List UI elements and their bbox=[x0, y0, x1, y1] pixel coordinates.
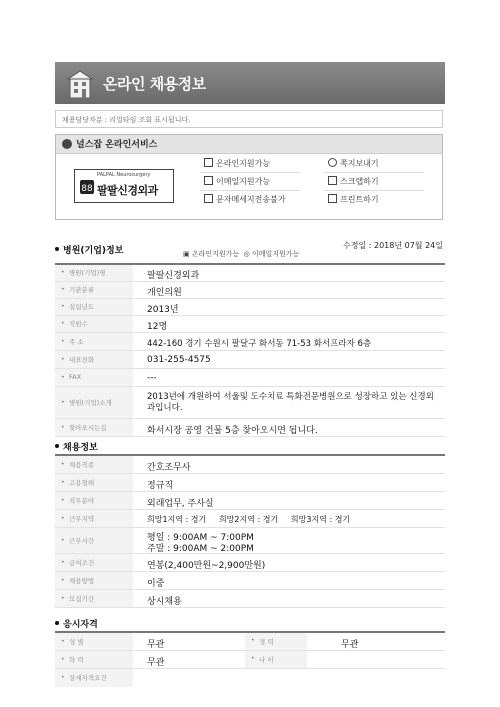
row-label: 채용직종 bbox=[69, 460, 95, 469]
notice-bar: 채용담당자분 : 리얼타임 조회 표시됩니다. bbox=[55, 110, 443, 128]
education-value: 무관 bbox=[147, 658, 165, 668]
table-row: • 성 별 무관 • 경 력 무관 bbox=[55, 633, 445, 651]
phone-icon bbox=[204, 194, 213, 203]
row-label: 경 력 bbox=[259, 638, 274, 646]
row-label: 근무지역 bbox=[69, 514, 95, 523]
bullet-icon bbox=[55, 621, 59, 625]
weekday-hours: 평일 : 9:00AM ~ 7:00PM bbox=[147, 533, 254, 543]
logo-mark-icon bbox=[79, 178, 95, 196]
bullet-icon bbox=[55, 247, 59, 251]
row-label: 모집기간 bbox=[69, 594, 95, 603]
row-label: 직원수 bbox=[69, 320, 88, 328]
table-row: • 기관분류 개인의원 bbox=[55, 282, 445, 299]
row-label: 기관분류 bbox=[69, 286, 95, 294]
row-label: 나 이 bbox=[259, 656, 274, 664]
page-title: 온라인 채용정보 bbox=[103, 75, 206, 93]
divider bbox=[324, 172, 424, 173]
row-label: 고용형태 bbox=[69, 478, 95, 487]
page-header bbox=[55, 62, 445, 104]
email-apply-status: 이메일지원가능 bbox=[204, 175, 270, 189]
row-label: 상세자격요건 bbox=[69, 674, 107, 682]
salary-value: 연봉(2,400만원~2,900만원) bbox=[147, 561, 266, 571]
table-row: • 상세자격요건 bbox=[55, 669, 445, 687]
mail-icon bbox=[204, 176, 213, 185]
recruit-section-title: 채용정보 bbox=[55, 440, 98, 453]
table-row: • 병원(기업)명 팔팔신경외과 bbox=[55, 265, 445, 282]
row-label: 주 소 bbox=[69, 337, 84, 346]
divider bbox=[324, 190, 424, 191]
row-value: 12명 bbox=[147, 322, 168, 332]
weekend-hours: 주말 : 9:00AM ~ 2:00PM bbox=[147, 544, 254, 554]
row-label: 급여조건 bbox=[69, 558, 95, 567]
online-service-box bbox=[55, 134, 443, 220]
monitor-icon bbox=[204, 158, 213, 167]
fax-value: --- bbox=[147, 373, 157, 383]
row-label: 찾아오시는길 bbox=[69, 423, 107, 432]
table-row: • FAX --- bbox=[55, 369, 445, 387]
person-icon bbox=[328, 158, 337, 167]
updated-date: 수정일 : 2018년 07월 24일 bbox=[343, 241, 443, 250]
phone-value: 031-255-4575 bbox=[147, 355, 211, 365]
bullet-icon bbox=[55, 444, 59, 448]
divider bbox=[200, 190, 300, 191]
email-apply-icon: ◎ bbox=[243, 250, 252, 258]
row-label: 학 력 bbox=[69, 655, 84, 664]
directions-value: 화서시장 공영 건물 5층 찾아오시면 됩니다. bbox=[147, 426, 318, 436]
table-row: • 근무시간 평일 : 9:00AM ~ 7:00PM 주말 : 9:00AM ~ 2:00PM bbox=[55, 528, 445, 554]
row-label: 설립년도 bbox=[69, 303, 95, 311]
hospital-logo bbox=[74, 169, 174, 203]
table-row: • 설립년도 2013년 bbox=[55, 299, 445, 316]
career-value: 무관 bbox=[341, 640, 359, 650]
table-row: • 찾아오시는길 화서시장 공영 건물 5층 찾아오시면 됩니다. bbox=[55, 419, 445, 437]
table-row: • 대표전화 031-255-4575 bbox=[55, 351, 445, 369]
table-row: • 주 소 442-160 경기 수원시 팔달구 화서동 71-53 화서프라자 6층 bbox=[55, 333, 445, 351]
table-row: • 병원(기업)소개 2013년에 개원하여 서울및 도수치료 특화전문병원으로 성장하고 있는 신경외과입니다. bbox=[55, 387, 445, 419]
row-value: 정규직 bbox=[147, 481, 174, 491]
table-row: • 급여조건 연봉(2,400만원~2,900만원) bbox=[55, 554, 445, 572]
row-label: FAX bbox=[69, 372, 82, 381]
address-value: 442-160 경기 수원시 팔달구 화서동 71-53 화서프라자 6층 bbox=[147, 339, 372, 349]
row-label: 병원(기업)소개 bbox=[69, 398, 112, 407]
intro-value: 2013년에 개원하여 서울및 도수치료 특화전문병원으로 성장하고 있는 신경외과입니다. bbox=[147, 392, 434, 413]
divider bbox=[200, 172, 300, 173]
row-label: 대표전화 bbox=[69, 355, 95, 364]
row-value: 2013년 bbox=[147, 305, 179, 315]
job-posting-page bbox=[55, 62, 445, 707]
table-row: • 직원수 12명 bbox=[55, 316, 445, 333]
table-row: • 근무지역 희망1지역 : 경기 희망2지역 : 경기 희망3지역 : 경기 bbox=[55, 510, 445, 528]
qualification-section-title: 응시자격 bbox=[55, 617, 98, 630]
logo-name: 팔팔신경외과 bbox=[97, 184, 158, 197]
scrap-button[interactable]: 스크랩하기 bbox=[328, 175, 379, 189]
row-label: 성 별 bbox=[69, 637, 84, 646]
table-row: • 채용방법 이중 bbox=[55, 572, 445, 590]
hospital-section-title: 병원(기업)정보 bbox=[55, 243, 123, 256]
row-value: 간호조무사 bbox=[147, 463, 191, 473]
region-value: 희망1지역 : 경기 희망2지역 : 경기 희망3지역 : 경기 bbox=[147, 515, 351, 524]
svg-text:88: 88 bbox=[81, 184, 93, 194]
sms-status: 문자메세지전송불가 bbox=[204, 193, 286, 207]
online-apply-icon: ▣ bbox=[183, 250, 192, 258]
print-button[interactable]: 프린트하기 bbox=[328, 193, 379, 207]
building-icon bbox=[67, 70, 93, 98]
row-value: 외래업무, 주사실 bbox=[147, 499, 214, 509]
service-title: 널스잡 온라인서비스 bbox=[76, 140, 158, 150]
logo-subtitle: PALPAL Neurosurgery bbox=[97, 172, 151, 178]
row-value: 팔팔신경외과 bbox=[147, 271, 200, 281]
table-row: • 채용직종 간호조무사 bbox=[55, 456, 445, 474]
scrap-icon bbox=[328, 176, 337, 185]
table-row: • 직무분야 외래업무, 주사실 bbox=[55, 492, 445, 510]
send-note-button[interactable]: 쪽지보내기 bbox=[328, 157, 379, 171]
row-label: 병원(기업)명 bbox=[69, 269, 106, 277]
row-label: 근무시간 bbox=[69, 536, 95, 545]
row-value: 상시채용 bbox=[147, 597, 182, 607]
apply-icons: ▣ 온라인지원가능 ◎ 이메일지원가능 bbox=[183, 250, 300, 258]
row-value: 개인의원 bbox=[147, 288, 182, 298]
online-apply-status: 온라인지원가능 bbox=[204, 157, 270, 171]
service-header bbox=[56, 135, 442, 154]
gender-value: 무관 bbox=[147, 640, 165, 650]
row-label: 채용방법 bbox=[69, 576, 95, 585]
table-row: • 고용형태 정규직 bbox=[55, 474, 445, 492]
printer-icon bbox=[328, 194, 337, 203]
table-row: • 학 력 무관 • 나 이 bbox=[55, 651, 445, 669]
table-row: • 모집기간 상시채용 bbox=[55, 590, 445, 608]
row-value: 이중 bbox=[147, 579, 165, 589]
bullet-icon bbox=[62, 139, 72, 149]
row-label: 직무분야 bbox=[69, 496, 95, 505]
